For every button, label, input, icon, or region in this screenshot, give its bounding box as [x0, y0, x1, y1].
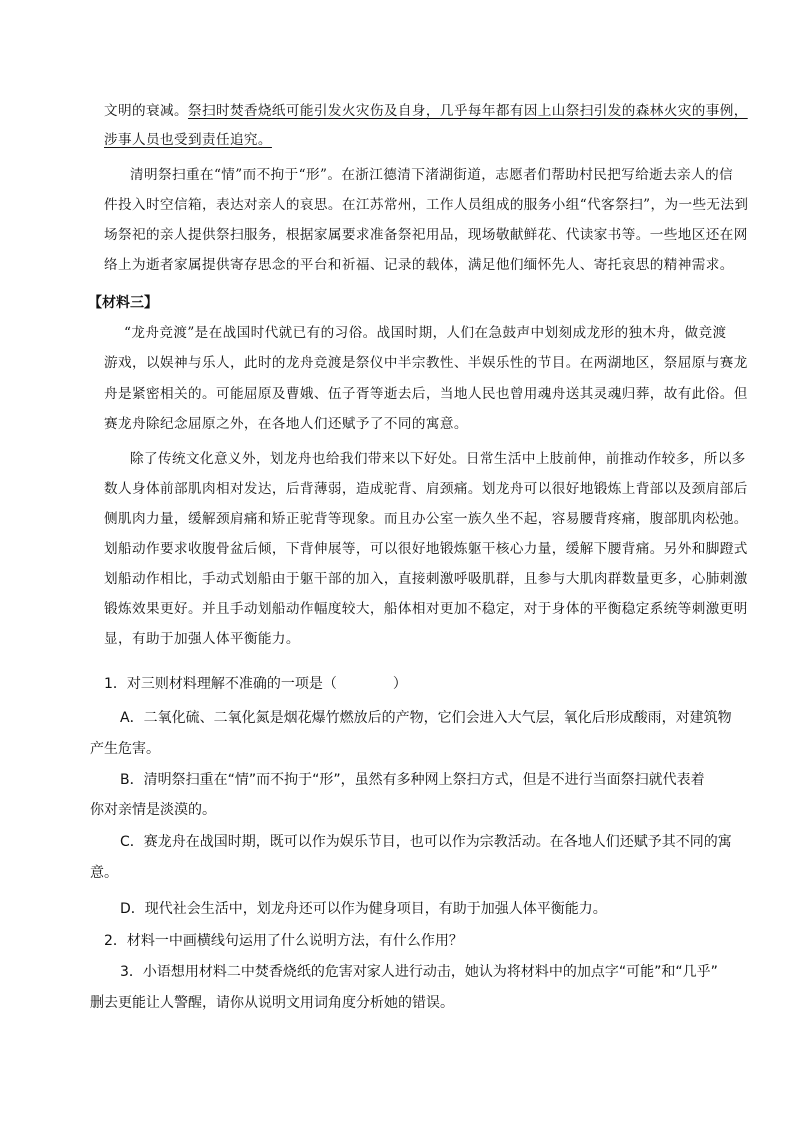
section-heading: 【材料三】 [88, 295, 158, 311]
option-b: B．清明祭扫重在“情”而不拘于“形”，虽然有多种网上祭扫方式，但是不进行当面祭扫就代表着 [120, 772, 705, 788]
question-3-cont: 删去更能让人警醒，请你从说明文用词角度分析她的错误。 [90, 995, 454, 1011]
question-2: 2．材料一中画横线句运用了什么说明方法，有什么作用？ [104, 933, 463, 949]
option-a: A．二氧化硫、二氧化氮是烟花爆竹燃放后的产物，它们会进入大气层，氧化后形成酸雨，对建筑物 [120, 710, 732, 726]
option-b-cont: 你对亲情是淡漠的。 [90, 802, 216, 818]
question-1 [104, 676, 407, 692]
paragraph-line: “龙舟竞渡”是在战国时代就已有的习俗。战国时期，人们在急鼓声中划刻成龙形的独木舟，做竞渡 [124, 325, 727, 341]
option-c: C．赛龙舟在战国时期，既可以作为娱乐节目，也可以作为宗教活动。在各地人们还赋予其不同的寓 [120, 834, 732, 850]
paragraph-line: 舟是紧密相关的。可能屈原及曹娥、伍子胥等逝去后，当地人民也曾用魂舟送其灵魂归葬，故有此俗。但 [104, 386, 748, 402]
paragraph-line [104, 103, 748, 119]
underlined-sentence: 祭扫时焚香烧纸可能引发火灾伤及自身，几乎每年都有因上山祭扫引发的森林火灾的事例， [187, 103, 748, 119]
paragraph-line: 游戏，以娱神与乐人，此时的龙舟竞渡是祭仪中半宗教性、半娱乐性的节目。在两湖地区，祭屈原与赛龙 [104, 355, 748, 371]
option-d: D．现代社会生活中，划龙舟还可以作为健身项目，有助于加强人体平衡能力。 [120, 901, 607, 917]
paragraph-line: 赛龙舟除纪念屈原之外，在各地人们还赋予了不同的寓意。 [104, 416, 468, 432]
paragraph-line: 显，有助于加强人体平衡能力。 [104, 631, 300, 647]
question-3: 3．小语想用材料二中焚香烧纸的危害对家人进行动击，她认为将材料中的加点字“可能”和“几乎” [120, 964, 718, 980]
underlined-sentence-end: 涉事人员也受到责任追究。 [104, 132, 272, 148]
paragraph-line: 数人身体前部肌肉相对发达，后背薄弱，造成驼背、肩颈痛。划龙舟可以很好地锻炼上背部以及颈肩部后 [104, 481, 748, 497]
text-segment: 文明的衰减。 [104, 103, 188, 119]
paragraph-line: 锻炼效果更好。并且手动划船动作幅度较大，船体相对更加不稳定，对于身体的平衡稳定系统等刺激更明 [104, 601, 748, 617]
paragraph-line: 划船动作相比，手动式划船由于躯干部的加入，直接刺激呼吸肌群，且参与大肌肉群数量更多，心肺刺激 [104, 571, 748, 587]
paragraph-line: 侧肌肉力量，缓解颈肩痛和矫正驼背等现象。而且办公室一族久坐不起，容易腰背疼痛，腹部肌肉松弛。 [104, 511, 748, 527]
question-1-close: ） [392, 676, 407, 692]
option-c-cont: 意。 [90, 865, 118, 881]
paragraph-line: 划船动作要求收腹骨盆后倾，下背伸展等，可以很好地锻炼躯干核心力量，缓解下腰背痛。另外和脚蹬式 [104, 541, 748, 557]
paragraph-line: 清明祭扫重在“情”而不拘于“形”。在浙江德清下渚湖街道，志愿者们帮助村民把写给逝去亲人的信 [130, 167, 734, 183]
paragraph-line: 件投入时空信箱，表达对亲人的哀思。在江苏常州，工作人员组成的服务小组“代客祭扫”，为一些无法到 [104, 197, 749, 213]
option-a-cont: 产生危害。 [90, 741, 160, 757]
paragraph-line: 除了传统文化意义外，划龙舟也给我们带来以下好处。日常生活中上肢前伸，前推动作较多，所以多 [130, 451, 746, 467]
paragraph-line: 络上为逝者家属提供寄存思念的平台和祈福、记录的载体，满足他们缅怀先人、寄托哀思的精神需求。 [104, 257, 734, 273]
paragraph-line: 场祭祀的亲人提供祭扫服务，根据家属要求准备祭祀用品，现场敬献鲜花、代读家书等。一些地区还在网 [104, 227, 748, 243]
question-1-stem: 1．对三则材料理解不准确的一项是（ [104, 676, 337, 692]
